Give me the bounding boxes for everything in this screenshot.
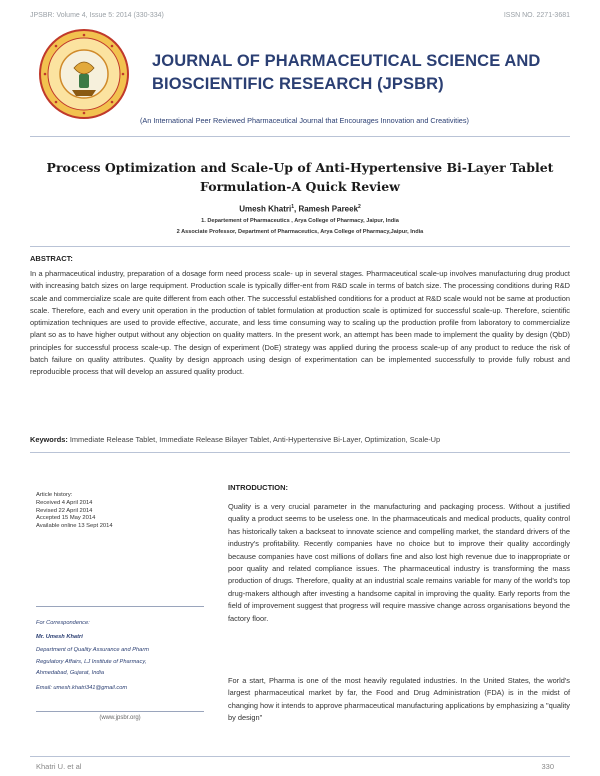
affiliation-2: 2 Associate Professor, Department of Pharmaceutics, Arya College of Pharmacy,Jaipur, India [176,229,424,235]
journal-subtitle: (An International Peer Reviewed Pharmaceutical Journal that Encourages Innovation and Creativities) [140,116,469,125]
correspondence-block: For Correspondence: Mr. Umesh Khatri Department of Quality Assurance and Pharm Regulatory Affairs, LJ Institute of Pharmacy, Ahmedabad, Gujarat, India Email: umesh.khatri341@gmail.com [36,618,212,694]
header-divider [30,136,570,137]
keywords-divider [30,452,570,453]
journal-title: JOURNAL OF PHARMACEUTICAL SCIENCE AND BIOSCIENTIFIC RESEARCH (JPSBR) [152,52,541,93]
keywords: Keywords: Immediate Release Tablet, Immediate Release Bilayer Tablet, Anti-Hypertensive Bi-Layer, Optimization, Scale-Up [30,435,441,444]
running-header-citation: JPSBR: Volume 4, Issue 5: 2014 (330-334) [30,12,164,19]
abstract-divider [30,246,570,247]
footer-divider [30,756,570,757]
journal-website[interactable]: (www.jpsbr.org) [99,715,141,721]
page-number: 330 [541,762,554,771]
correspondence-divider-top [36,606,204,607]
journal-logo [38,28,130,120]
correspondence-email[interactable]: Email: umesh.khatri341@gmail.com [36,684,128,691]
running-header-issn: ISSN NO. 2271-3681 [503,12,570,19]
article-history: Article history: Received 4 April 2014 Revised 22 April 2014 Accepted 15 May 2014 Available online 13 Sept 2014 [36,492,113,530]
footer-author: Khatri U. et al [36,762,82,771]
paper-title: Process Optimization and Scale-Up of Anti-Hypertensive Bi-Layer Tablet Formulation-A Quick Review [46,160,554,194]
affiliation-1: 1. Departement of Pharmaceutics , Arya College of Pharmacy, Jaipur, India [201,218,399,224]
author-list: Umesh Khatri$^1$, Ramesh Pareek$^2$ [239,204,361,214]
correspondence-divider-bottom [36,711,204,712]
introduction-paragraph-2: For a start, Pharma is one of the most heavily regulated industries. In the United States, the world's largest pharmaceutical market by far, the Food and Drug Administration (FDA) is in the midst of changing how it intends to approve pharmaceutical manufacturing applications by emphasizing a "quality by design" [228,676,570,723]
introduction-paragraph-1: Quality is a very crucial parameter in the manufacturing and packaging process. Without a justified quality a product seems to be useless one. In the pharmaceuticals and medical products, quality control has historically taken a backseat to innovate science and compelling market, the standard drivers of the industry's profitability. Recently companies have no choice but to improve their quality accordingly because companies have cost millions of dollars fine and also lost high revenue due to inappropriate or poor quality and related compliance issues. The pharmaceutical industry is transforming the mass production of drugs. Therefore, quality at an industrial scale remains variable for many of the world's top drug-makers although after investing a handsome capital in improving the quality. Early reports from the field of improvement suggest that progress will require massive change across organisations beyond the factory floor. [228,502,570,623]
abstract-heading: ABSTRACT: [30,254,73,263]
abstract-text: In a pharmaceutical industry, preparation of a dosage form need process scale- up in several stages. Pharmaceutical scale-up involves manufacturing drug product with increasing batch sizes on large requipment. Production scale is typically differ-ent from R&D scale in terms of batch size. The processing conditions during R&D scale and commercialize scale are quite different from each other. The successful established conditions for a product at R&D scale would not be same at production scale. Therefore, each and every unit operation in the production of tablet formulation at production scale is optimized for successful scale-up. Therefore, scientific optimization techniques are used to provide effective, accurate, and less time consuming way to scaling up the production profile from laboratory to commercialize plant so as to have higher output without any objection on quality matters. In the present work, an attempt has been made to implement the quality by design (QbD) principles for successful process scale-up. The design of experiment (DoE) strategy was applied during the process scale-up of any product to reduce the risk of batch failure on quality attributes. Quality by design approach using design of experimentation can be implemented successfully to provide fully robust and reproducible process that will develop an assured quality product. [30,269,570,377]
introduction-heading: INTRODUCTION: [228,483,288,492]
